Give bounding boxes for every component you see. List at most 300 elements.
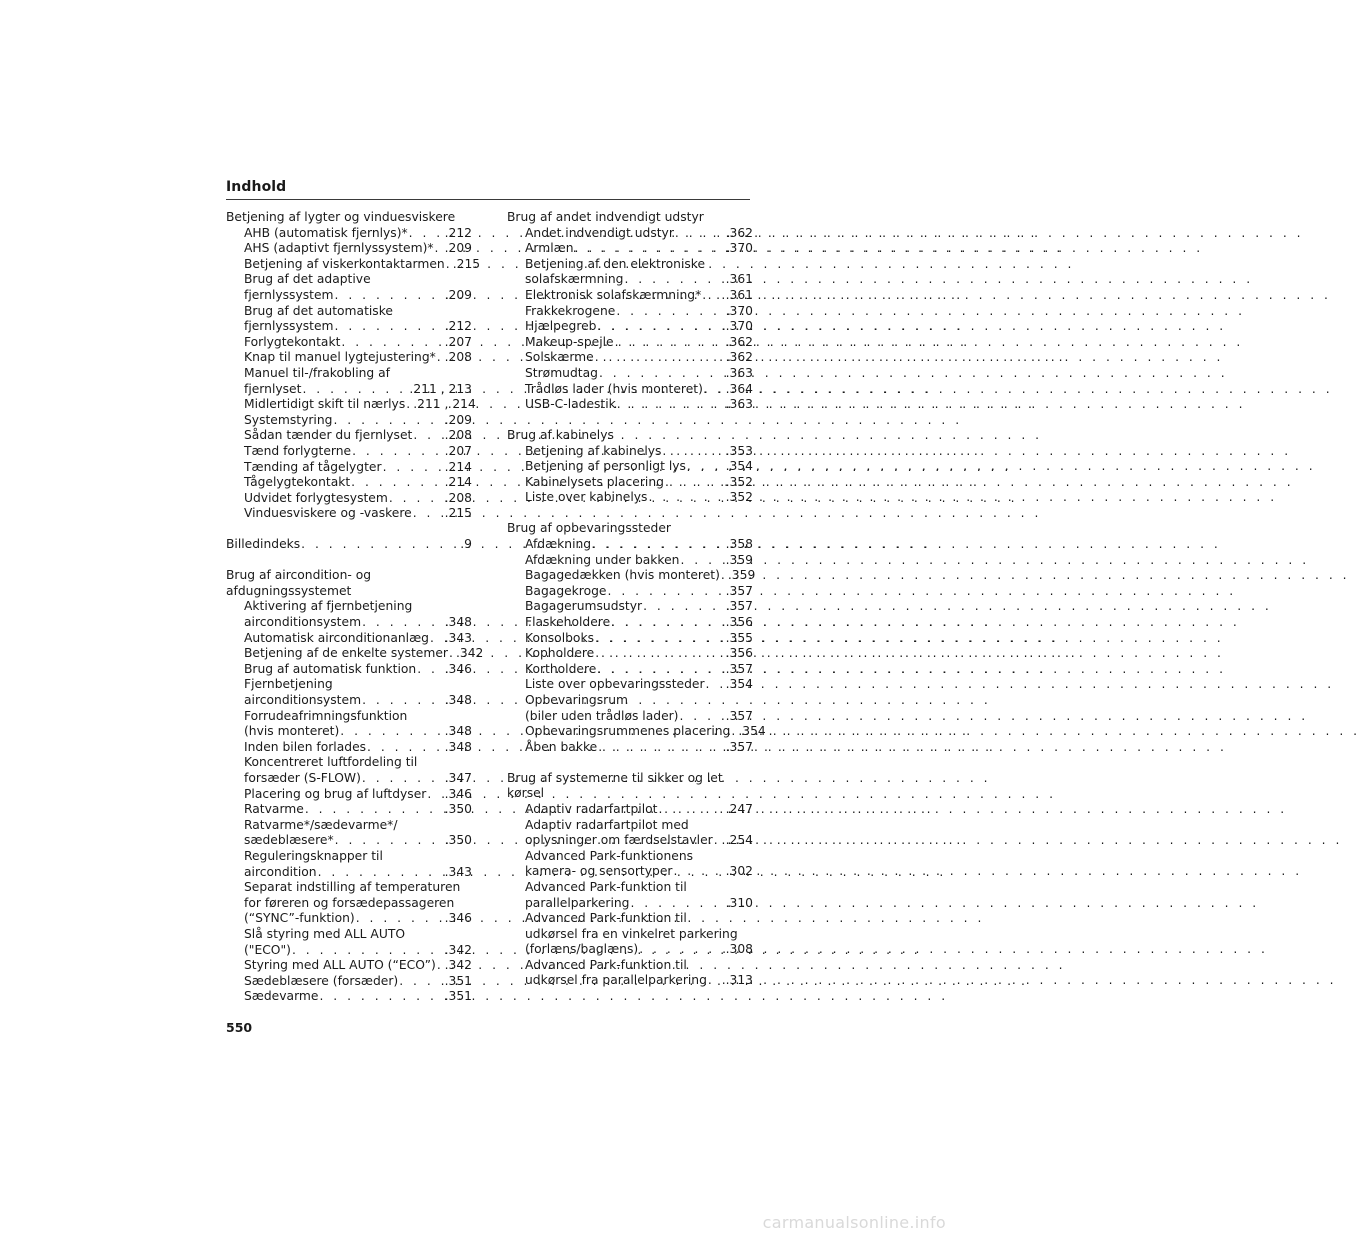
entry-page: .302 xyxy=(725,864,753,879)
dot-leader xyxy=(662,444,724,460)
dot-leader xyxy=(430,631,444,647)
entry-text: USB-C-ladestik xyxy=(525,397,616,412)
index-entry[interactable] xyxy=(226,335,472,351)
dot-leader xyxy=(721,568,727,584)
dot-leader xyxy=(617,397,725,413)
dot-leader xyxy=(658,802,724,818)
index-entry[interactable] xyxy=(226,787,472,803)
dot-leader xyxy=(437,958,444,974)
dot-leader xyxy=(413,428,443,444)
entry-text: Brug af automatisk funktion xyxy=(244,661,417,676)
entry-page: .254 xyxy=(725,833,753,848)
entry-continued-text: Fjernbetjening xyxy=(244,677,333,692)
entry-page: .358 xyxy=(725,537,753,552)
section-heading: Brug af kabinelys xyxy=(507,428,614,443)
entry-continued-text: Ratvarme*/sædevarme*/ xyxy=(244,817,398,832)
index-section xyxy=(226,537,472,553)
index-entry[interactable] xyxy=(507,288,753,304)
dot-leader xyxy=(595,350,725,366)
index-entry[interactable] xyxy=(507,382,753,398)
entry-text: Udvidet forlygtesystem xyxy=(244,490,388,505)
entry-page: .359 xyxy=(727,568,756,583)
dot-leader xyxy=(630,896,724,912)
entry-text: Bagagedækken (hvis monteret) xyxy=(525,568,720,583)
entry-text: Armlæn xyxy=(525,241,574,256)
entry-text: (hvis monteret) xyxy=(244,724,340,739)
entry-text: Opbevaringsrummenes placering xyxy=(525,724,731,739)
entry-text: Kopholdere xyxy=(525,646,595,661)
index-section xyxy=(507,428,753,506)
entry-continued-text: Advanced Park-funktion til xyxy=(525,879,687,894)
entry-text: Konsolboks xyxy=(525,630,594,645)
index-entry[interactable] xyxy=(507,459,753,475)
entry-text: fjernlyssystem xyxy=(244,319,334,334)
entry-page: .310 xyxy=(725,895,753,910)
entry-text: airconditionsystem xyxy=(244,693,362,707)
entry-page: .348 xyxy=(444,615,472,630)
dot-leader xyxy=(406,397,412,413)
dot-leader xyxy=(351,475,443,491)
dot-leader xyxy=(389,491,444,507)
index-entry[interactable] xyxy=(226,943,472,959)
index-entry[interactable] xyxy=(226,693,472,709)
entry-text: Betjening af viskerkontaktarmen xyxy=(244,256,445,271)
entry-text: Strømudtag xyxy=(525,365,598,380)
index-entry[interactable] xyxy=(226,428,472,444)
entry-page: .342 xyxy=(444,942,472,957)
dot-leader xyxy=(595,631,725,647)
dot-leader xyxy=(301,537,459,553)
index-entry[interactable] xyxy=(507,646,753,662)
index-entry[interactable] xyxy=(507,833,753,849)
index-entry[interactable] xyxy=(507,366,753,382)
entry-text: Liste over opbevaringssteder xyxy=(525,677,705,692)
index-entry[interactable] xyxy=(226,646,484,662)
entry-page: .356 xyxy=(725,646,753,661)
entry-text: Tågelygtekontakt xyxy=(244,475,351,490)
entry-continued-text: Forrudeafrimningsfunktion xyxy=(244,708,408,723)
entry-page: .352 xyxy=(725,490,753,505)
entry-text: Afdækning under bakken xyxy=(525,552,680,567)
dot-leader xyxy=(598,319,725,335)
index-entry[interactable] xyxy=(226,444,472,460)
entry-page: .355 xyxy=(725,630,753,645)
index-entry[interactable] xyxy=(226,241,472,257)
entry-page: .214 xyxy=(444,459,472,474)
entry-page: .351 xyxy=(444,973,472,988)
dot-leader xyxy=(446,257,452,273)
entry-page: .361 xyxy=(725,272,753,287)
entry-continued-text: Advanced Park-funktion til xyxy=(525,911,687,926)
entry-text: Sædeblæsere (forsæder) xyxy=(244,973,399,988)
index-entry[interactable] xyxy=(226,771,472,787)
entry-text: ("ECO") xyxy=(244,942,291,957)
entry-text: Bagagekroge xyxy=(525,583,607,598)
section-heading: afdugningssystemet xyxy=(226,583,352,598)
index-entry[interactable] xyxy=(226,226,472,242)
dot-leader xyxy=(333,413,443,429)
entry-page: .313 xyxy=(725,973,753,988)
entry-text: Ratvarme xyxy=(244,802,304,817)
index-entry[interactable] xyxy=(507,662,753,678)
dot-leader xyxy=(413,506,444,522)
dot-leader xyxy=(592,537,724,553)
dot-leader xyxy=(362,771,444,787)
entry-continued-text: Opbevaringsrum xyxy=(525,693,628,707)
dot-leader xyxy=(714,833,725,849)
entry-text: (forlæns/baglæns) xyxy=(525,942,639,957)
entry-page: .308 xyxy=(725,942,753,957)
dot-leader xyxy=(679,709,724,725)
index-entry[interactable] xyxy=(226,974,472,990)
index-entry[interactable] xyxy=(507,568,756,584)
dot-leader xyxy=(624,272,724,288)
index-entry[interactable] xyxy=(226,615,472,631)
entry-page: .348 xyxy=(444,724,472,739)
entry-text: kamera- og sensortyper xyxy=(525,864,673,879)
section-heading: Brug af andet indvendigt udstyr xyxy=(507,210,704,224)
index-entry[interactable] xyxy=(226,833,472,849)
entry-text: Betjening af kabinelys xyxy=(525,443,662,458)
page-number: 550 xyxy=(226,1020,253,1035)
entry-text: Flaskeholdere xyxy=(525,615,611,630)
index-entry[interactable] xyxy=(507,444,753,460)
watermark: carmanualsonline.info xyxy=(762,1213,946,1232)
entry-page: .212 xyxy=(444,319,472,334)
index-entry[interactable] xyxy=(507,615,753,631)
entry-page: .209 xyxy=(444,287,472,302)
index-entry[interactable] xyxy=(226,256,481,273)
index-entry[interactable] xyxy=(507,677,753,693)
entry-text: Andet indvendigt udstyr xyxy=(525,225,674,240)
index-entry[interactable] xyxy=(507,942,753,958)
entry-text: Solskærme xyxy=(525,350,594,365)
dot-leader xyxy=(367,740,444,756)
entry-page: .9 xyxy=(460,537,472,552)
entry-page: .207 xyxy=(444,443,472,458)
dot-leader xyxy=(595,646,724,662)
index-entry[interactable] xyxy=(507,709,753,725)
entry-text: parallelparkering xyxy=(525,895,630,910)
section-heading: Brug af opbevaringssteder xyxy=(507,521,671,536)
entry-page: .343 xyxy=(444,864,472,879)
entry-page: .343 xyxy=(444,630,472,645)
index-entry[interactable] xyxy=(226,506,472,522)
index-entry[interactable] xyxy=(226,413,472,429)
dot-leader xyxy=(340,724,443,740)
dot-leader xyxy=(356,911,444,927)
entry-page: .361 xyxy=(725,287,753,302)
index-entry[interactable] xyxy=(507,537,753,553)
entry-continued-text: Manuel til-/frakobling af xyxy=(244,365,390,380)
entry-text: fjernlyset xyxy=(244,381,302,396)
entry-text: Systemstyring xyxy=(244,412,333,427)
dot-leader xyxy=(318,865,444,881)
entry-page: .208 xyxy=(444,428,472,443)
index-entry[interactable] xyxy=(507,350,753,366)
entry-text: (“SYNC”-funktion) xyxy=(244,911,355,926)
dot-leader xyxy=(680,553,724,569)
index-entry[interactable] xyxy=(507,319,753,335)
entry-text: Kortholdere xyxy=(525,661,597,676)
entry-page: .348 xyxy=(444,739,472,754)
index-section xyxy=(226,568,484,1005)
entry-text: Forlygtekontakt xyxy=(244,334,341,349)
entry-page: .346 xyxy=(444,786,472,801)
index-entry[interactable] xyxy=(226,662,472,678)
index-entry[interactable] xyxy=(226,491,472,507)
index-main-entry[interactable] xyxy=(226,537,472,553)
entry-text: Billedindeks xyxy=(226,537,301,552)
index-entry[interactable] xyxy=(226,382,472,398)
page-header-title: Indhold xyxy=(226,179,287,195)
entry-text: Inden bilen forlades xyxy=(244,739,367,754)
index-entry[interactable] xyxy=(507,226,753,242)
index-entry[interactable] xyxy=(507,241,753,257)
index-entry[interactable] xyxy=(226,865,472,881)
entry-page: .362 xyxy=(725,225,753,240)
dot-leader xyxy=(417,662,443,678)
dot-leader xyxy=(335,319,444,335)
index-entry[interactable] xyxy=(507,553,753,569)
header-divider xyxy=(226,199,750,200)
entry-continued-text: Slå styring med ALL AUTO xyxy=(244,926,406,941)
index-entry[interactable] xyxy=(226,397,476,413)
index-entry[interactable] xyxy=(507,599,753,615)
entry-text: Tænd forlygterne xyxy=(244,443,352,458)
entry-page: .363 xyxy=(725,397,753,412)
entry-page: .342 xyxy=(455,646,484,661)
entry-text: Elektronisk solafskærmning* xyxy=(525,287,702,302)
dot-leader xyxy=(335,288,444,304)
entry-page: .370 xyxy=(725,319,753,334)
dot-leader xyxy=(362,693,444,709)
index-entry[interactable] xyxy=(507,272,753,288)
entry-page: .211 , 214 xyxy=(413,397,476,412)
entry-page: .209 xyxy=(444,241,472,256)
entry-text: Frakkekrogene xyxy=(525,303,616,318)
entry-text: sædeblæsere* xyxy=(244,833,334,848)
index-entry[interactable] xyxy=(507,973,753,989)
entry-continued-text: Brug af det automatiske xyxy=(244,303,393,318)
index-entry[interactable] xyxy=(507,631,753,647)
section-heading: Brug af aircondition- og xyxy=(226,568,372,583)
dot-leader xyxy=(702,288,724,304)
entry-page: .347 xyxy=(444,770,472,785)
index-column-right xyxy=(507,210,766,1004)
dot-leader xyxy=(611,615,724,631)
entry-text: solafskærmning xyxy=(525,272,624,287)
entry-page: .208 xyxy=(444,350,472,365)
entry-page: .208 xyxy=(444,490,472,505)
entry-text: Vinduesviskere og -vaskere xyxy=(244,506,412,521)
entry-text: Afdækning xyxy=(525,537,592,552)
index-entry[interactable] xyxy=(507,475,753,491)
dot-leader xyxy=(643,599,725,615)
index-entry[interactable] xyxy=(226,740,472,756)
dot-leader xyxy=(675,226,725,242)
entry-text: Adaptiv radarfartpilot xyxy=(525,801,658,816)
entry-text: Tænding af tågelygter xyxy=(244,459,382,474)
entry-page: .364 xyxy=(725,381,753,396)
entry-text: Sådan tænder du fjernlyset xyxy=(244,428,413,443)
index-entry[interactable] xyxy=(226,911,472,927)
entry-text: Kabinelysets placering xyxy=(525,474,664,489)
entry-text: Makeup-spejle xyxy=(525,334,614,349)
entry-text: Automatisk airconditionanlæg xyxy=(244,630,429,645)
dot-leader xyxy=(335,833,444,849)
dot-leader xyxy=(449,646,455,662)
entry-continued-text: Advanced Park-funktionens xyxy=(525,848,694,863)
dot-leader xyxy=(615,335,725,351)
entry-page: .362 xyxy=(725,350,753,365)
entry-continued-text: Reguleringsknapper til xyxy=(244,848,383,863)
index-entry[interactable] xyxy=(507,304,753,320)
dot-leader xyxy=(292,943,444,959)
entry-page: .214 xyxy=(444,475,472,490)
dot-leader xyxy=(383,460,444,476)
entry-continued-text: Advanced Park-funktion til xyxy=(525,957,687,972)
index-entry[interactable] xyxy=(226,958,472,974)
entry-page: .348 xyxy=(444,693,472,707)
index-entry[interactable] xyxy=(507,724,766,740)
dot-leader xyxy=(435,241,444,257)
entry-page: .350 xyxy=(444,802,472,817)
dot-leader xyxy=(305,802,444,818)
entry-page: .359 xyxy=(725,552,753,567)
index-entry[interactable] xyxy=(226,288,472,304)
entry-continued-text: for føreren og forsædepassageren xyxy=(244,895,455,910)
dot-leader xyxy=(687,459,725,475)
index-entry[interactable] xyxy=(226,319,472,335)
entry-continued-text: Adaptiv radarfartpilot med xyxy=(525,817,689,832)
entry-page: .215 xyxy=(452,256,481,271)
entry-page: .346 xyxy=(444,661,472,676)
index-section xyxy=(507,521,766,755)
index-entry[interactable] xyxy=(226,989,472,1005)
entry-text: Betjening af personligt lys xyxy=(525,459,686,474)
index-section xyxy=(507,771,753,989)
dot-leader xyxy=(598,740,724,756)
entry-text: Sædevarme xyxy=(244,989,319,1004)
entry-page: .215 xyxy=(444,506,472,521)
dot-leader xyxy=(608,584,725,600)
entry-text: forsæder (S-FLOW) xyxy=(244,770,361,785)
entry-page: .357 xyxy=(725,661,753,676)
entry-page: .207 xyxy=(444,334,472,349)
index-entry[interactable] xyxy=(507,896,753,912)
index-entry[interactable] xyxy=(507,397,753,413)
entry-text: Betjening af de enkelte systemer xyxy=(244,646,448,661)
entry-page: .354 xyxy=(725,459,753,474)
entry-page: .370 xyxy=(725,241,753,256)
entry-text: Knap til manuel lygtejustering* xyxy=(244,350,436,365)
dot-leader xyxy=(706,677,725,693)
dot-leader xyxy=(399,974,443,990)
entry-page: .357 xyxy=(725,599,753,614)
entry-text: udkørsel fra parallelparkering xyxy=(525,973,707,988)
dot-leader xyxy=(665,475,725,491)
dot-leader xyxy=(599,366,725,382)
entry-page: .351 xyxy=(444,989,472,1004)
entry-page: .357 xyxy=(725,739,753,754)
dot-leader xyxy=(597,662,724,678)
entry-page: .370 xyxy=(725,303,753,318)
entry-text: AHB (automatisk fjernlys)* xyxy=(244,225,408,240)
dot-leader xyxy=(673,864,724,880)
entry-text: airconditionsystem xyxy=(244,615,362,630)
index-entry[interactable] xyxy=(507,864,753,880)
entry-text: Hjælpegreb xyxy=(525,319,597,334)
entry-page: .357 xyxy=(725,708,753,723)
index-entry[interactable] xyxy=(507,584,753,600)
entry-page: .211 , 213 xyxy=(409,381,472,396)
entry-continued-text: Aktivering af fjernbetjening xyxy=(244,599,413,614)
entry-page: .247 xyxy=(725,801,753,816)
dot-leader xyxy=(639,942,724,958)
entry-continued-text: Separat indstilling af temperaturen xyxy=(244,880,461,895)
entry-continued-text: udkørsel fra en vinkelret parkering xyxy=(525,926,738,941)
section-heading: Betjening af lygter og vinduesviskere xyxy=(226,210,456,224)
index-entry[interactable] xyxy=(507,802,753,818)
index-entry[interactable] xyxy=(226,460,472,476)
entry-page: .212 xyxy=(444,225,472,240)
index-entry[interactable] xyxy=(226,631,472,647)
index-entry[interactable] xyxy=(507,335,753,351)
dot-leader xyxy=(704,382,725,398)
entry-text: Åben bakke xyxy=(525,739,598,754)
index-entry[interactable] xyxy=(507,490,753,506)
index-entry[interactable] xyxy=(226,802,472,818)
entry-continued-text: Koncentreret luftfordeling til xyxy=(244,755,418,770)
entry-text: aircondition xyxy=(244,864,317,879)
dot-leader xyxy=(731,724,737,740)
section-heading: Brug af systemerne til sikker og let xyxy=(507,770,723,785)
entry-text: fjernlyssystem xyxy=(244,287,334,302)
entry-text: Bagagerumsudstyr xyxy=(525,599,643,614)
dot-leader xyxy=(708,973,725,989)
dot-leader xyxy=(437,350,444,366)
index-entry[interactable] xyxy=(226,724,472,740)
entry-text: Midlertidigt skift til nærlys xyxy=(244,397,406,412)
index-entry[interactable] xyxy=(226,350,472,366)
entry-page: .354 xyxy=(738,724,766,739)
entry-page: .346 xyxy=(444,911,472,926)
dot-leader xyxy=(648,490,724,506)
entry-page: .209 xyxy=(444,412,472,427)
entry-text: AHS (adaptivt fjernlyssystem)* xyxy=(244,241,434,256)
entry-page: .354 xyxy=(725,677,753,692)
index-entry[interactable] xyxy=(226,475,472,491)
entry-text: (biler uden trådløs lader) xyxy=(525,708,679,723)
entry-page: .342 xyxy=(444,958,472,973)
entry-continued-text: Betjening af den elektroniske xyxy=(525,256,706,271)
entry-page: .356 xyxy=(725,615,753,630)
entry-page: .352 xyxy=(725,474,753,489)
entry-page: .353 xyxy=(725,443,753,458)
entry-text: Trådløs lader (hvis monteret) xyxy=(525,381,703,396)
dot-leader xyxy=(427,787,443,803)
dot-leader xyxy=(302,382,408,398)
dot-leader xyxy=(362,615,444,631)
entry-text: Placering og brug af luftdyser xyxy=(244,786,427,801)
entry-page: .357 xyxy=(725,583,753,598)
index-entry[interactable] xyxy=(507,740,753,756)
dot-leader xyxy=(319,989,443,1005)
dot-leader xyxy=(352,444,444,460)
dot-leader xyxy=(616,304,724,320)
index-section xyxy=(507,210,753,413)
